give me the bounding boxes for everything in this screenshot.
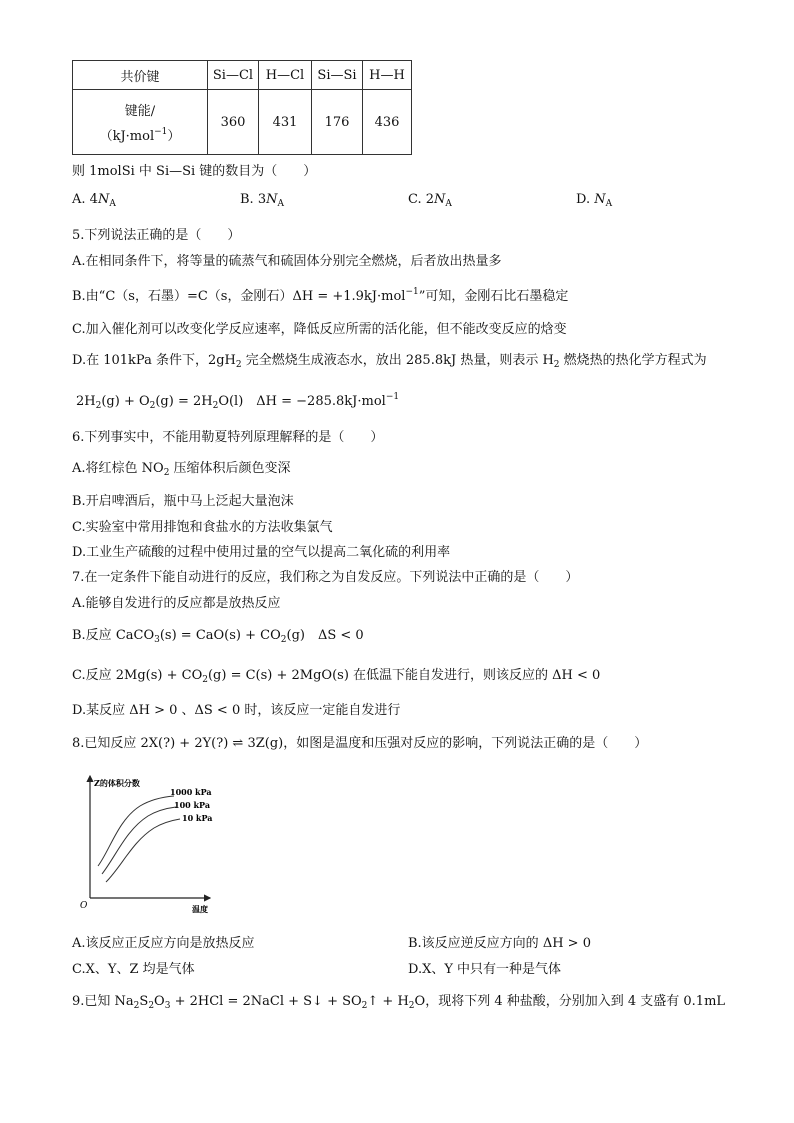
- q5-stem: 5.下列说法正确的是（ ）: [72, 228, 241, 243]
- q5-equation: $2H_2(g) + O_2(g) = 2H_2O(l)$ ΔH = −285.8kJ·mol$^{-1}$: [76, 392, 400, 411]
- q8-stem: 8.已知反应 2X(?) + 2Y(?) ⇌ 3Z(g)，如图是温度和压强对反应的影响，下列说法正确的是（ ）: [72, 736, 648, 751]
- table-header-cell: H—Cl: [259, 61, 312, 90]
- bond-energy-table: [72, 60, 412, 155]
- table-header-cell: Si—Cl: [208, 61, 259, 90]
- row-label-unit: （kJ·mol$^{-1}$）: [99, 127, 181, 144]
- table-cell: 360: [208, 90, 259, 155]
- q7-option-a: A.能够自发进行的反应都是放热反应: [72, 596, 281, 611]
- q8-option-b: B.该反应逆反应方向的 ΔH > 0: [408, 936, 591, 951]
- z-volume-fraction-chart: [70, 770, 230, 920]
- q5-option-c: C.加入催化剂可以改变化学反应速率，降低反应所需的活化能，但不能改变反应的焓变: [72, 322, 567, 337]
- table-cell: 436: [363, 90, 412, 155]
- q8-option-a: A.该反应正反应方向是放热反应: [72, 936, 255, 951]
- q9-stem: 9.已知 $Na_2S_2O_3 + 2HCl$ = 2NaCl + S↓ + $SO_2↑ + H_2O$，现将下列 4 种盐酸，分别加入到 4 支盛有 0.1mL: [72, 994, 726, 1011]
- q6-stem: 6.下列事实中，不能用勒夏特列原理解释的是（ ）: [72, 430, 384, 445]
- table-header-cell: H—H: [363, 61, 412, 90]
- q7-option-b: B.反应 CaCO$_3$(s) = $CaO(s) + CO_2(g)$ ΔS < 0: [72, 628, 364, 645]
- table-cell: 176: [312, 90, 363, 155]
- q4-option-a: A. $4N_A$: [72, 192, 116, 209]
- y-axis-label: Z的体积分数: [94, 778, 140, 788]
- origin-label: O: [80, 901, 88, 911]
- table-header-cell: Si—Si: [312, 61, 363, 90]
- q7-stem: 7.在一定条件下能自动进行的反应，我们称之为自发反应。下列说法中正确的是（ ）: [72, 570, 579, 585]
- q6-option-a: A.将红棕色 $NO_2$ 压缩体积后颜色变深: [72, 461, 291, 478]
- q6-option-b: B.开启啤酒后，瓶中马上泛起大量泡沫: [72, 494, 294, 509]
- table-header-row: [73, 61, 412, 90]
- q7-option-c: C.反应 $2Mg(s) + CO_2(g) = C(s) + 2MgO(s)$ 在低温下能自发进行，则该反应的 ΔH < 0: [72, 668, 601, 685]
- q6-option-d: D.工业生产硫酸的过程中使用过量的空气以提高二氧化硫的利用率: [72, 545, 451, 560]
- x-axis-label: 温度: [192, 904, 208, 914]
- series-label-100kpa: 100 kPa: [174, 800, 211, 810]
- table-cell: 431: [259, 90, 312, 155]
- q8-option-d: D.X、Y 中只有一种是气体: [408, 962, 562, 977]
- q5-option-b: B.由“C（s，石墨）=C（s，金刚石）ΔH = +1.9kJ·mol$^{-1}$”可知，金刚石比石墨稳定: [72, 287, 569, 304]
- q6-option-c: C.实验室中常用排饱和食盐水的方法收集氯气: [72, 520, 333, 535]
- q4-option-b: B. $3N_A$: [240, 192, 284, 209]
- series-label-10kpa: 10 kPa: [182, 813, 213, 823]
- q5-option-d: D.在 101kPa 条件下，$2gH_2$ 完全燃烧生成液态水，放出 285.8kJ 热量，则表示 $H_2$ 燃烧热的热化学方程式为: [72, 353, 707, 370]
- series-label-1000kpa: 1000 kPa: [170, 787, 212, 797]
- series-line-1000kpa: [98, 796, 174, 866]
- q7-option-d: D.某反应 ΔH > 0 、ΔS < 0 时，该反应一定能自发进行: [72, 703, 401, 718]
- table-row: [73, 90, 412, 155]
- table-header-cell: 共价键: [73, 61, 208, 90]
- q5-option-a: A.在相同条件下，将等量的硫蒸气和硫固体分别完全燃烧，后者放出热量多: [72, 254, 502, 269]
- row-label-line: 键能/: [124, 104, 156, 119]
- q4-stem: 则 1molSi 中 Si—Si 键的数目为（ ）: [72, 164, 317, 179]
- q4-option-c: C. $2N_A$: [408, 192, 452, 209]
- q4-option-d: D. $N_A$: [576, 192, 613, 209]
- row-label-cell: [73, 90, 208, 155]
- q8-option-c: C.X、Y、Z 均是气体: [72, 962, 195, 977]
